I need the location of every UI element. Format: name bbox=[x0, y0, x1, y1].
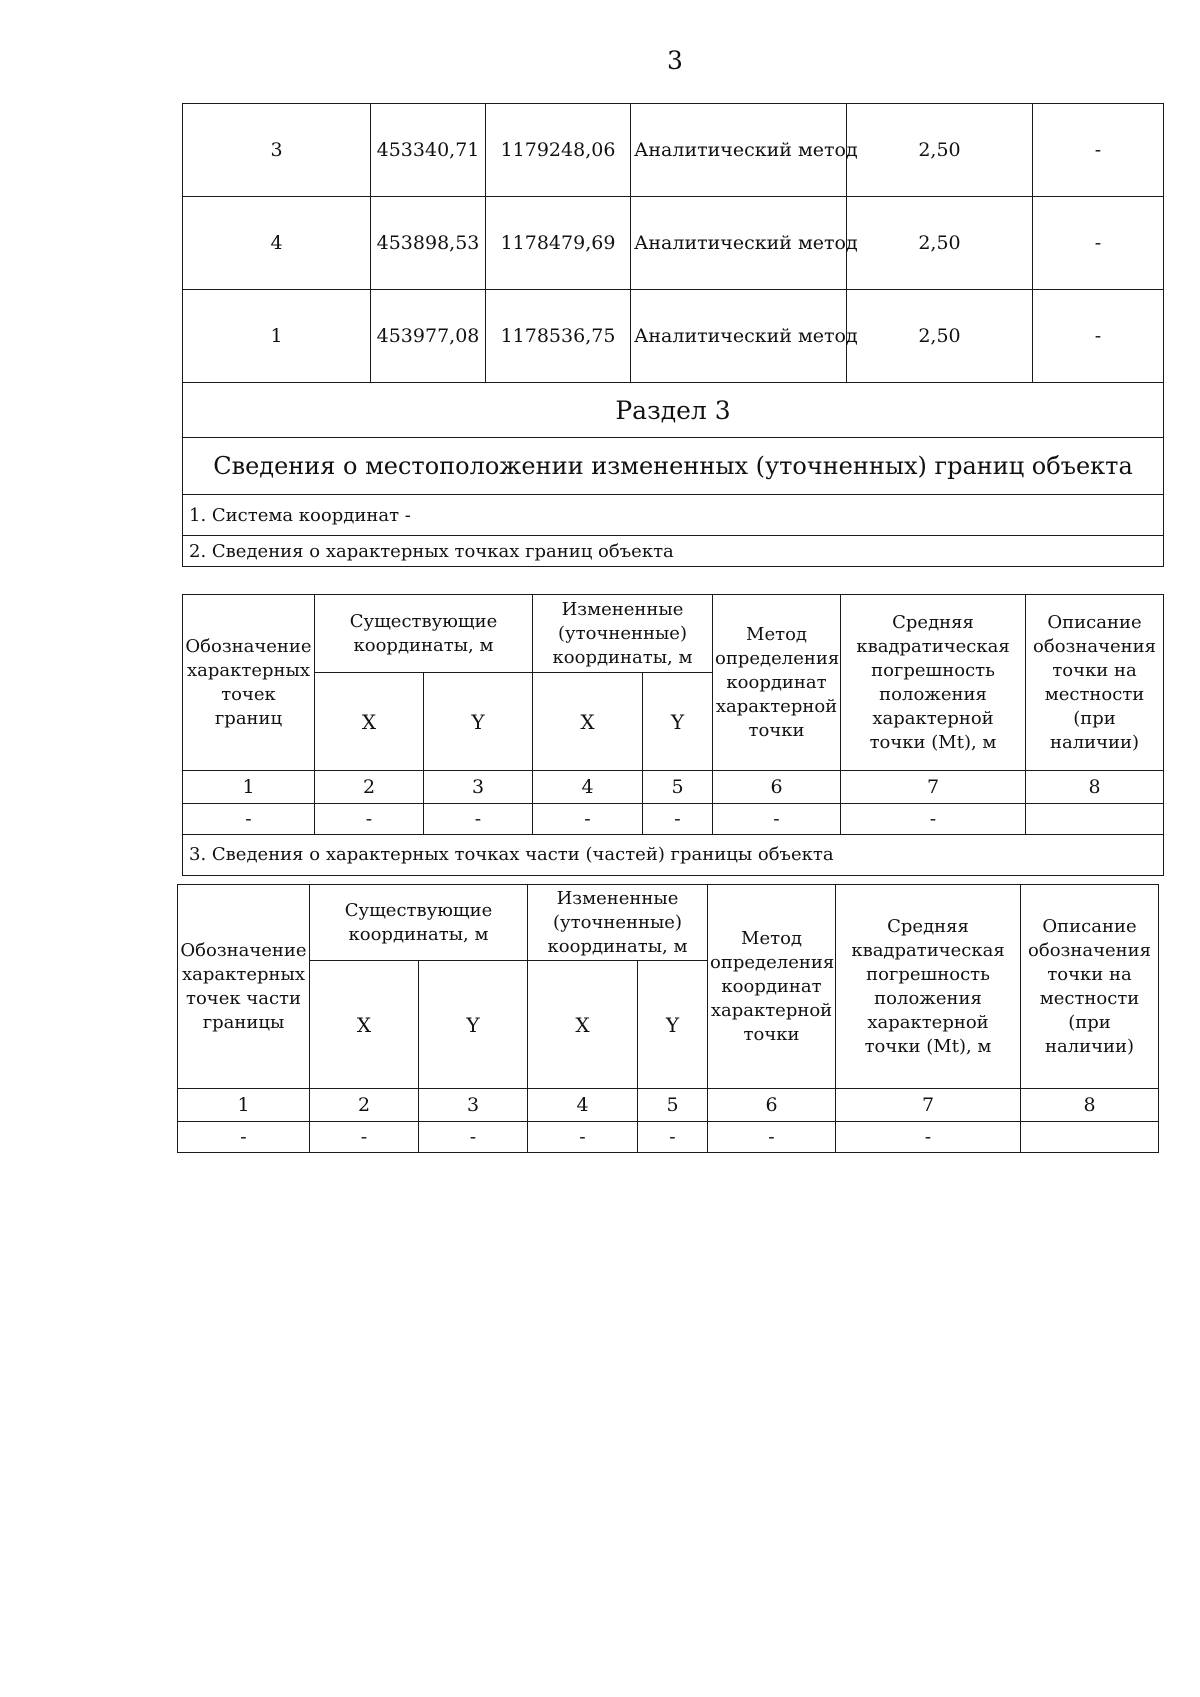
table-cell: - bbox=[533, 804, 643, 835]
mt-value: 2,50 bbox=[847, 290, 1033, 383]
x-header: X bbox=[315, 673, 424, 771]
column-number: 4 bbox=[528, 1089, 638, 1122]
x-header: X bbox=[310, 961, 419, 1089]
boundary-parts-table bbox=[177, 884, 1159, 1153]
y-header: Y bbox=[638, 961, 708, 1089]
table-cell: - bbox=[638, 1122, 708, 1153]
table-cell: - bbox=[708, 1122, 836, 1153]
point-number: 1 bbox=[183, 290, 371, 383]
column-number: 1 bbox=[178, 1089, 310, 1122]
method: Аналитический метод bbox=[631, 197, 847, 290]
description-header: Описание обозначения точки на местности (при наличии) bbox=[1026, 595, 1164, 771]
point-designation-header: Обозначение характерных точек границ bbox=[183, 595, 315, 771]
table-cell: - bbox=[419, 1122, 528, 1153]
section-subtitle: Сведения о местоположении измененных (уточненных) границ объекта bbox=[183, 438, 1164, 495]
table-cell: - bbox=[836, 1122, 1021, 1153]
y-coordinate: 1178536,75 bbox=[486, 290, 631, 383]
section-subtitle-row bbox=[183, 438, 1164, 495]
column-number: 5 bbox=[643, 771, 713, 804]
table-cell: - bbox=[315, 804, 424, 835]
y-coordinate: 1178479,69 bbox=[486, 197, 631, 290]
table-cell bbox=[1021, 1122, 1159, 1153]
x-header: X bbox=[533, 673, 643, 771]
table-row bbox=[183, 804, 1164, 835]
point-number: 3 bbox=[183, 104, 371, 197]
points-heading: 2. Сведения о характерных точках границ объекта bbox=[183, 536, 1164, 567]
table-cell: - bbox=[424, 804, 533, 835]
column-number: 5 bbox=[638, 1089, 708, 1122]
column-number: 8 bbox=[1026, 771, 1164, 804]
table-row bbox=[183, 104, 1164, 197]
mt-value: 2,50 bbox=[847, 197, 1033, 290]
column-numbers-row bbox=[178, 1089, 1159, 1122]
column-number: 3 bbox=[424, 771, 533, 804]
column-number: 1 bbox=[183, 771, 315, 804]
column-number: 7 bbox=[841, 771, 1026, 804]
parts-heading-row bbox=[183, 835, 1164, 876]
table-cell: - bbox=[183, 804, 315, 835]
coord-system: 1. Система координат - bbox=[183, 495, 1164, 536]
coordinates-table bbox=[182, 103, 1164, 567]
y-coordinate: 1179248,06 bbox=[486, 104, 631, 197]
changed-coords-header: Измененные (уточненные) координаты, м bbox=[533, 595, 713, 673]
description: - bbox=[1033, 104, 1164, 197]
boundary-points-table bbox=[182, 594, 1164, 876]
table-row bbox=[183, 197, 1164, 290]
description: - bbox=[1033, 197, 1164, 290]
page-number: 3 bbox=[667, 46, 683, 75]
x-coordinate: 453898,53 bbox=[371, 197, 486, 290]
column-numbers-row bbox=[183, 771, 1164, 804]
table-row bbox=[183, 290, 1164, 383]
column-number: 2 bbox=[315, 771, 424, 804]
y-header: Y bbox=[419, 961, 528, 1089]
x-coordinate: 453340,71 bbox=[371, 104, 486, 197]
existing-coords-header: Существующие координаты, м bbox=[315, 595, 533, 673]
table-cell: - bbox=[841, 804, 1026, 835]
description-header: Описание обозначения точки на местности (при наличии) bbox=[1021, 885, 1159, 1089]
section-title-row bbox=[183, 383, 1164, 438]
x-header: X bbox=[528, 961, 638, 1089]
table-cell bbox=[1026, 804, 1164, 835]
mt-header: Средняя квадратическая погрешность положения характерной точки (Mt), м bbox=[836, 885, 1021, 1089]
parts-heading: 3. Сведения о характерных точках части (частей) границы объекта bbox=[183, 835, 1164, 876]
column-number: 6 bbox=[713, 771, 841, 804]
method: Аналитический метод bbox=[631, 290, 847, 383]
table-header-row bbox=[178, 885, 1159, 961]
y-header: Y bbox=[643, 673, 713, 771]
point-designation-header: Обозначение характерных точек части границы bbox=[178, 885, 310, 1089]
method: Аналитический метод bbox=[631, 104, 847, 197]
coord-system-row bbox=[183, 495, 1164, 536]
points-heading-row bbox=[183, 536, 1164, 567]
method-header: Метод определения координат характерной точки bbox=[713, 595, 841, 771]
mt-value: 2,50 bbox=[847, 104, 1033, 197]
mt-header: Средняя квадратическая погрешность положения характерной точки (Mt), м bbox=[841, 595, 1026, 771]
table-cell: - bbox=[528, 1122, 638, 1153]
column-number: 8 bbox=[1021, 1089, 1159, 1122]
table-row bbox=[178, 1122, 1159, 1153]
changed-coords-header: Измененные (уточненные) координаты, м bbox=[528, 885, 708, 961]
method-header: Метод определения координат характерной точки bbox=[708, 885, 836, 1089]
table-cell: - bbox=[643, 804, 713, 835]
column-number: 6 bbox=[708, 1089, 836, 1122]
point-number: 4 bbox=[183, 197, 371, 290]
section-title: Раздел 3 bbox=[183, 383, 1164, 438]
table-cell: - bbox=[310, 1122, 419, 1153]
description: - bbox=[1033, 290, 1164, 383]
existing-coords-header: Существующие координаты, м bbox=[310, 885, 528, 961]
column-number: 4 bbox=[533, 771, 643, 804]
column-number: 2 bbox=[310, 1089, 419, 1122]
table-cell: - bbox=[178, 1122, 310, 1153]
table-header-row bbox=[183, 595, 1164, 673]
table-cell: - bbox=[713, 804, 841, 835]
column-number: 7 bbox=[836, 1089, 1021, 1122]
y-header: Y bbox=[424, 673, 533, 771]
x-coordinate: 453977,08 bbox=[371, 290, 486, 383]
column-number: 3 bbox=[419, 1089, 528, 1122]
